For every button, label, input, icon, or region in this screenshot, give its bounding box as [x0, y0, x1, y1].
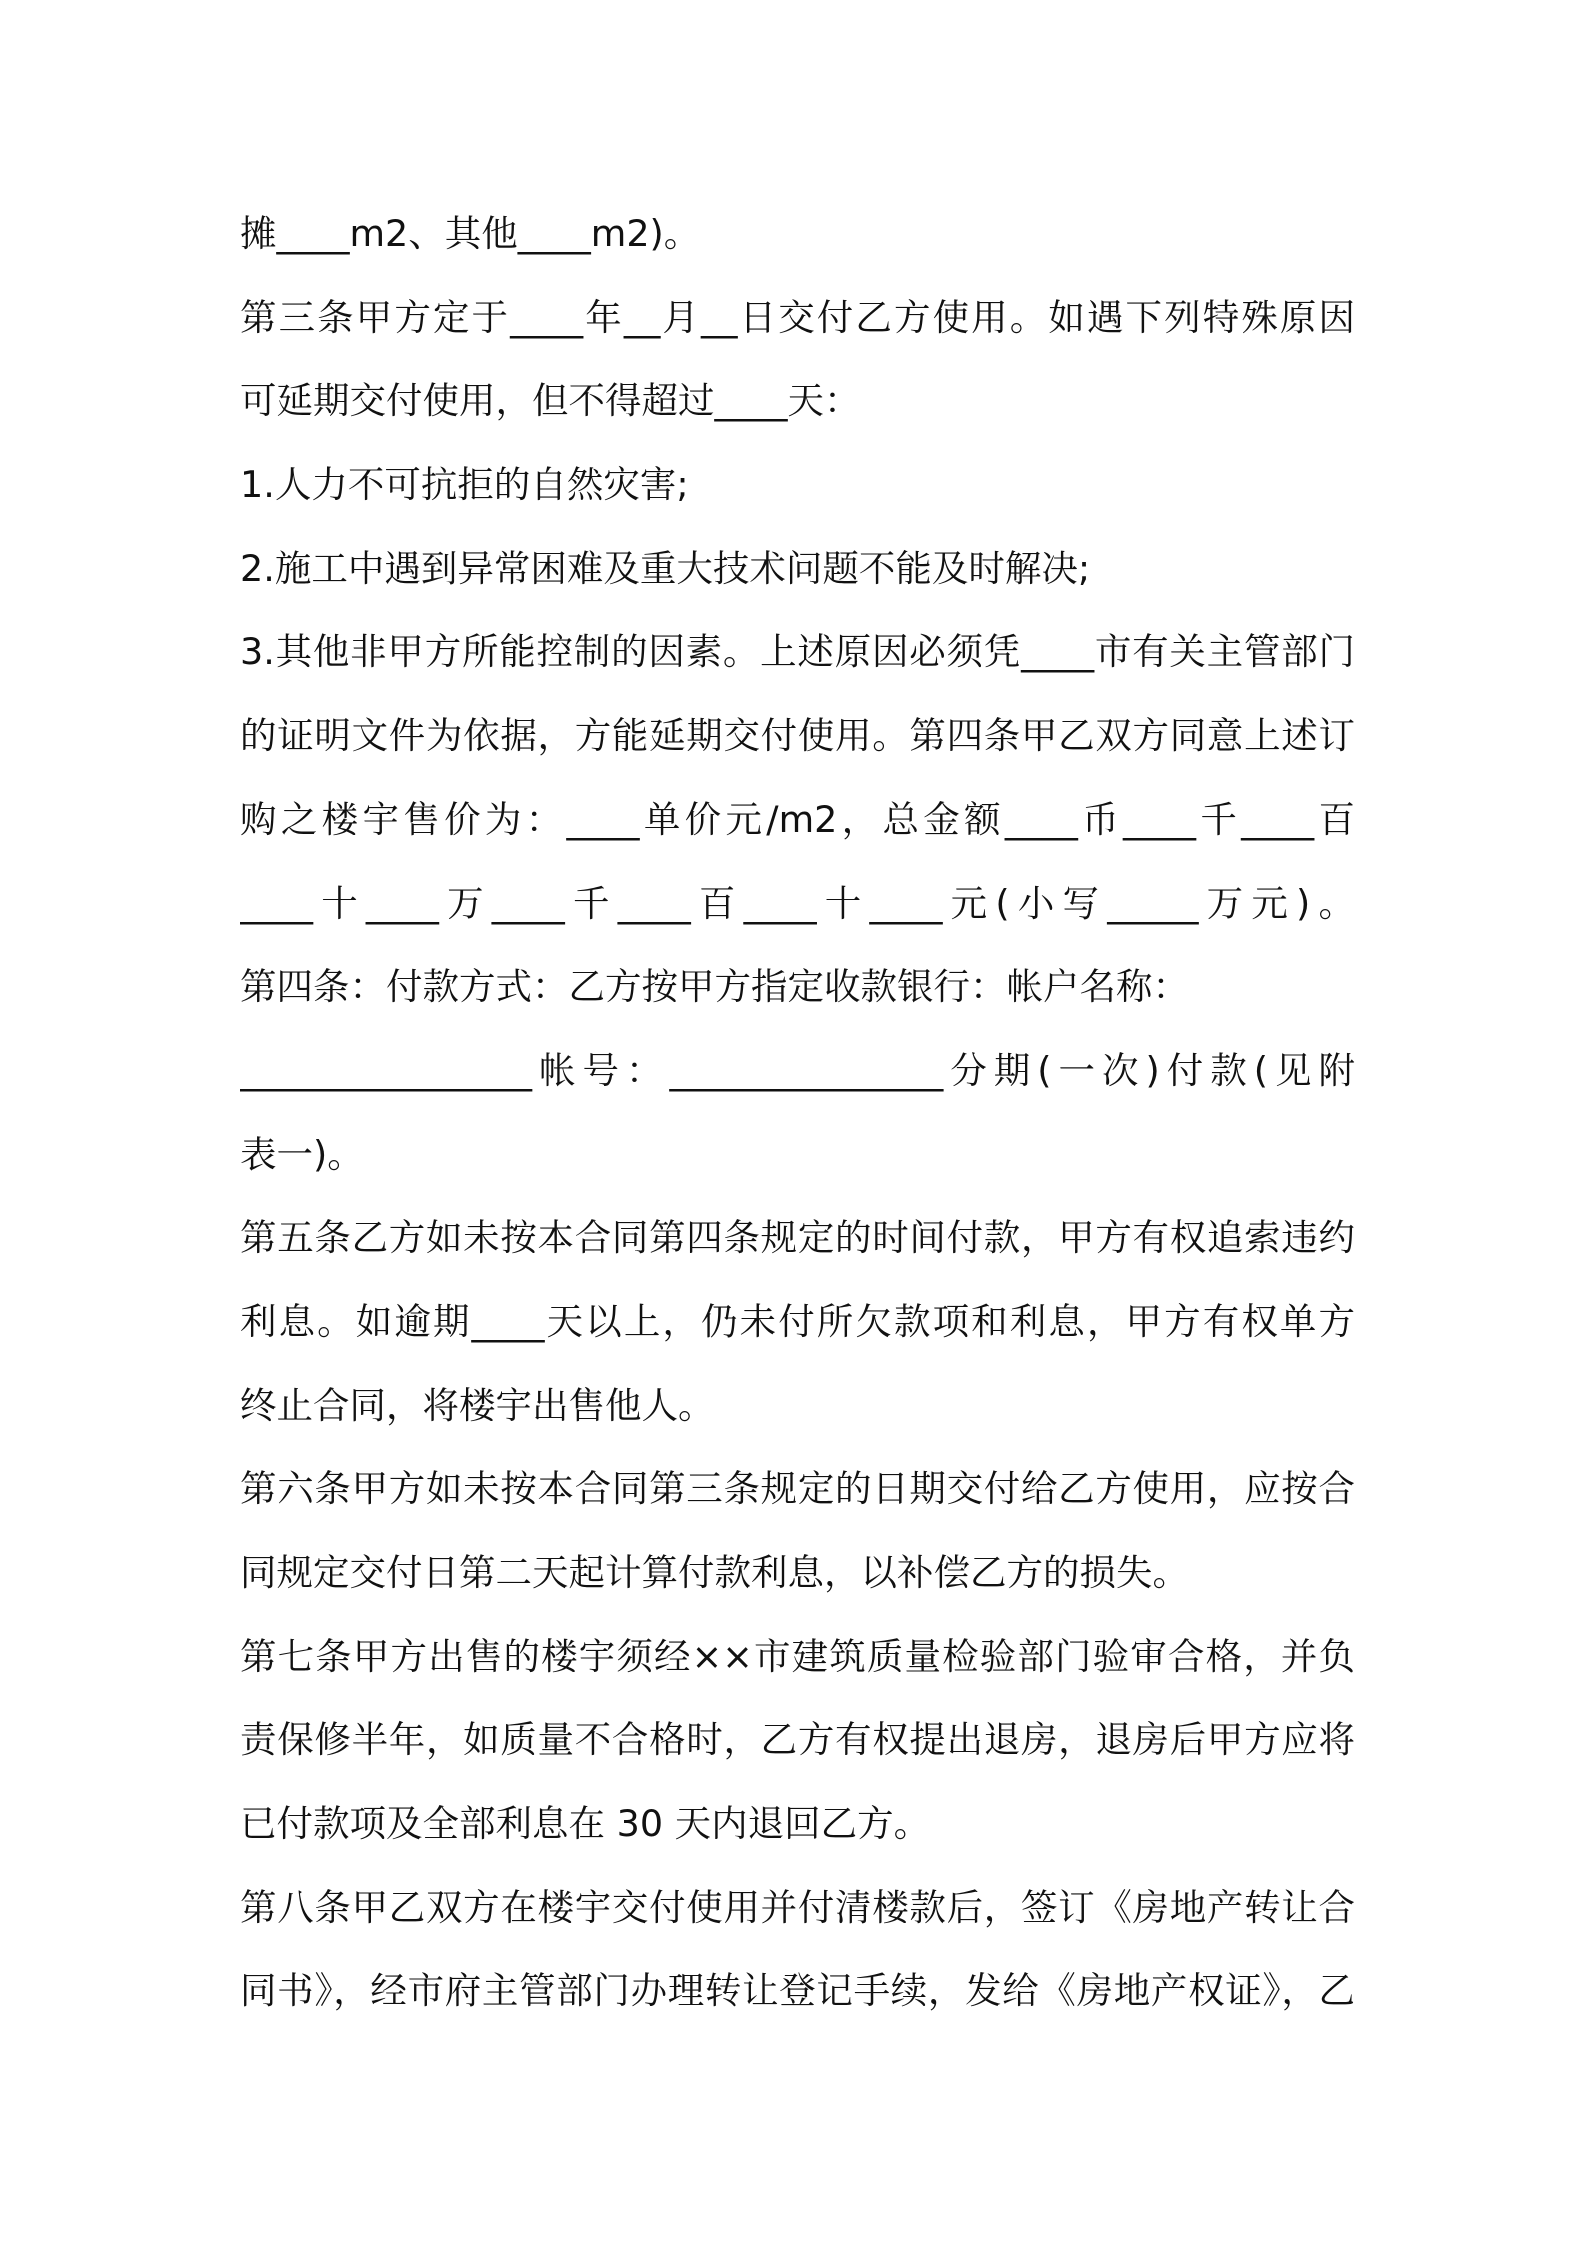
contract-text-line: 同规定交付日第二天起计算付款利息，以补偿乙方的损失。 — [240, 1551, 1189, 1594]
contract-text-line: 终止合同，将楼宇出售他人。 — [240, 1383, 715, 1427]
contract-text — [240, 192, 1355, 2033]
contract-text-line: 已付款项及全部利息在 30 天内退回乙方。 — [240, 1802, 931, 1846]
contract-text-line: ________________帐号：_______________分期(一次)付款(见附 — [240, 1048, 1355, 1092]
contract-text-line: 购之楼宇售价为：____单价元/m2，总金额____币____千____百 — [240, 797, 1355, 841]
contract-text-line: 第八条甲乙双方在楼宇交付使用并付清楼款后，签订《房地产转让合 — [240, 1885, 1355, 1929]
contract-text-line: 2.施工中遇到异常困难及重大技术问题不能及时解决; — [240, 546, 1091, 590]
contract-text-line: 的证明文件为依据，方能延期交付使用。第四条甲乙双方同意上述订 — [240, 714, 1355, 758]
contract-text-line: 第四条：付款方式：乙方按甲方指定收款银行：帐户名称： — [240, 965, 1189, 1009]
contract-text-line: 摊____m2、其他____m2)。 — [240, 212, 701, 255]
contract-text-line: 第三条甲方定于____年__月__日交付乙方使用。如遇下列特殊原因 — [240, 295, 1355, 339]
contract-text-line: 可延期交付使用，但不得超过____天： — [240, 379, 861, 423]
contract-text-line: 第五条乙方如未按本合同第四条规定的时间付款，甲方有权追索违约 — [240, 1216, 1355, 1260]
contract-text-line: ____十____万____千____百____十____元(小写_____万元)。 — [240, 881, 1355, 925]
contract-text-line: 表一)。 — [240, 1132, 364, 1176]
contract-text-line: 1.人力不可抗拒的自然灾害; — [240, 463, 689, 507]
contract-text-line: 同书》，经市府主管部门办理转让登记手续，发给《房地产权证》，乙 — [240, 1969, 1355, 2013]
contract-text-line: 责保修半年，如质量不合格时，乙方有权提出退房，退房后甲方应将 — [240, 1718, 1355, 1762]
contract-text-line: 第六条甲方如未按本合同第三条规定的日期交付给乙方使用，应按合 — [240, 1467, 1355, 1511]
contract-text-line: 3.其他非甲方所能控制的因素。上述原因必须凭____市有关主管部门 — [240, 630, 1355, 674]
contract-text-line: 利息。如逾期____天以上，仍未付所欠款项和利息，甲方有权单方 — [240, 1299, 1355, 1343]
contract-text-line: 第七条甲方出售的楼宇须经××市建筑质量检验部门验审合格，并负 — [240, 1634, 1355, 1678]
